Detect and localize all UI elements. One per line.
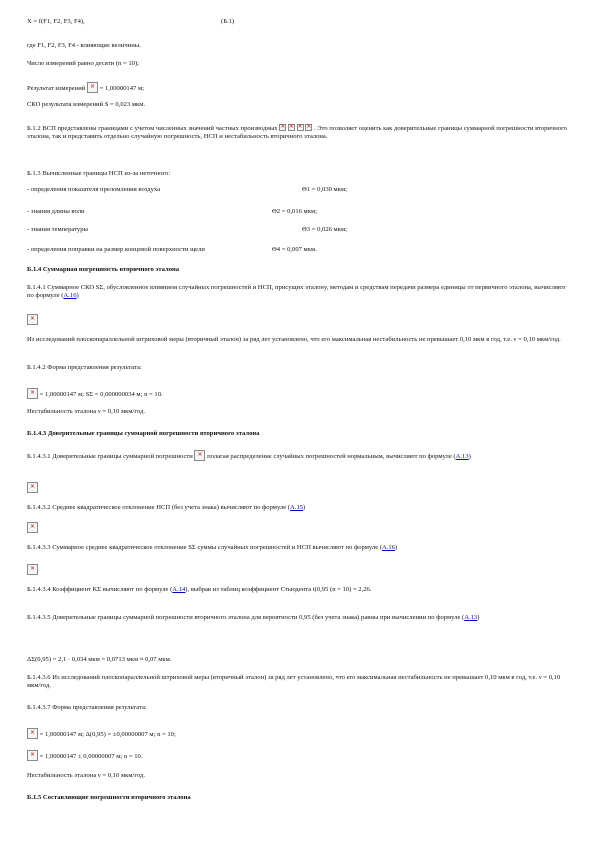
result-line-3-text: = 1,00000147 ± 0,00000007 м; n = 10.: [39, 753, 143, 760]
paragraph-b141-close: ): [76, 292, 79, 300]
paragraph-b141-text: Б.1.4.1 Суммарное СКО SΣ, обусловленное влиянием случайных погрешностей и НСП, присущих эталону, методам и средствам передачи размера единицы от первичного эталона, вычисляют по формуле (: [27, 284, 566, 300]
list-item-correction: - определения поправки на размер концевой поверхности щели: [27, 246, 205, 253]
list-item-refraction-value: Θ1 = 0,030 мкм;: [302, 186, 347, 193]
list-item-correction-value: Θ4 = 0,007 мкм.: [272, 246, 317, 253]
heading-b143: Б.1.4.3 Доверительные границы суммарной погрешности вторичного эталона: [27, 430, 260, 437]
paragraph-b12: [27, 124, 567, 142]
link-formula-a13[interactable]: А.13: [455, 453, 469, 460]
text-sko: СКО результата измерений S = 0,023 мкм.: [27, 101, 146, 108]
formula-image: [27, 564, 38, 575]
broken-image-icon: [27, 314, 38, 325]
broken-image-icon: [305, 124, 312, 131]
formula-b1: [27, 18, 85, 26]
paragraph-b1431: [27, 450, 567, 461]
formula-text: X = f(F1, F2, F3, F4),: [27, 18, 85, 25]
broken-image-icon: [27, 482, 38, 493]
paragraph-b1434-text-2: ), выбрав из таблиц коэффициент Стьюдента t(0,95 (n = 10) = 2,26.: [185, 586, 372, 593]
heading-b14: Б.1.4 Суммарная погрешность вторичного эталона: [27, 266, 180, 273]
paragraph-b1432-text: Б.1.4.3.2 Среднее квадратическое отклонение НСП (без учета знака) вычисляют по формуле (: [27, 504, 291, 511]
broken-image-icon: [87, 82, 98, 93]
result-line-1-text: = 1,00000147 м; SΣ = 0,000000034 м; n = 10.: [39, 391, 163, 398]
heading-b13: Б.1.3 Вычисленные границы НСП из-за неточного:: [27, 170, 171, 177]
paragraph-stability-2: Б.1.4.3.6 Из исследований плоскопараллельной штриховой меры (вторичный эталон) за ряд лет установлено, что его максимальная нестабильность не превышает 0,10 мкм в год, т.е. ν = 0,10 мкм/год.: [27, 674, 561, 690]
paragraph-b1431-close: ): [468, 453, 471, 460]
text-measure-count: Число измерений равно десяти (n = 10);: [27, 60, 139, 67]
broken-image-icon: [27, 728, 38, 739]
list-item-wavelength-value: Θ2 = 0,016 мкм;: [272, 208, 317, 215]
link-formula-a15[interactable]: А.15: [290, 504, 304, 511]
text-result: [27, 82, 144, 93]
result-line-1: [27, 388, 163, 399]
link-formula-a13[interactable]: А.13: [464, 614, 478, 621]
result-line-2-text: = 1,00000147 м; Δ(0,95) = ±0,00000007 м; n = 10;: [39, 731, 176, 738]
paragraph-stability-1: Из исследований плоскопараллельной штриховой меры (вторичный эталон) за ряд лет установлено, что его максимальная нестабильность не превышает 0,10 мкм в год, т.е. ν = 0,10 мкм/год.: [27, 336, 561, 343]
broken-image-icon: [288, 124, 295, 131]
paragraph-b1433: [27, 544, 397, 552]
formula-image: [27, 522, 38, 533]
text-where: где F1, F2, F3, F4 - влияющие величины.: [27, 42, 141, 49]
link-formula-a16[interactable]: А.16: [63, 292, 77, 300]
result-line-2: [27, 728, 176, 739]
list-item-wavelength: - знания длины волн: [27, 208, 85, 215]
broken-image-icon: [297, 124, 304, 131]
broken-image-icon: [27, 564, 38, 575]
text-delta-result: ΔΣ(0,95) = 2,1 · 0,034 мкм = 0,0713 мкм ≈ 0,07 мкм.: [27, 656, 172, 663]
broken-image-icon: [27, 522, 38, 533]
paragraph-b1435-text: Б.1.4.3.5 Доверительные границы суммарной погрешности вторичного эталона для вероятности 0,95 (без учета знака) равны при вычислении по формуле (: [27, 614, 465, 621]
text-instability-1: Нестабильность эталона ν = 0,10 мкм/год.: [27, 408, 145, 415]
paragraph-b1433-close: ): [395, 544, 398, 551]
paragraph-b12-end: . Это позволяет оценить как доверительные границы суммарной погрешности вторичного эталона, так и представить отдельно случайную погрешность, НСП и нестабильность вторичного эталона.: [27, 125, 567, 141]
formula-number: (Б.1): [221, 18, 235, 25]
heading-b15: Б.1.5 Составляющие погрешности вторичного эталона: [27, 794, 191, 801]
heading-b1437: Б.1.4.3.7 Форма представления результата:: [27, 704, 147, 711]
broken-image-icon: [27, 388, 38, 399]
paragraph-b1432-close: ): [303, 504, 306, 511]
list-item-temperature-value: Θ3 = 0,026 мкм;: [302, 226, 347, 233]
list-item-refraction: - определения показателя преломления воздуха: [27, 186, 161, 193]
paragraph-b141: [27, 284, 567, 301]
formula-image: [27, 482, 38, 493]
formula-image: [27, 314, 38, 325]
broken-image-icon: [279, 124, 286, 131]
paragraph-b1435-close: ): [477, 614, 480, 621]
broken-image-icon: [194, 450, 205, 461]
heading-b142: Б.1.4.2 Форма представления результата:: [27, 364, 142, 371]
paragraph-b1435: [27, 614, 567, 622]
paragraph-b1431-text: Б.1.4.3.1 Доверительные границы суммарной погрешности: [27, 453, 193, 460]
result-line-3: [27, 750, 142, 761]
paragraph-b12-start: Б.1.2 ВСП представлены границами с учетом численных значений частных производных: [27, 125, 278, 132]
paragraph-b1434-text: Б.1.4.3.4 Коэффициент KΣ вычисляют по формуле (: [27, 586, 173, 593]
text-instability-2: Нестабильность эталона ν = 0,10 мкм/год.: [27, 772, 145, 779]
list-item-temperature: - знания температуры: [27, 226, 88, 233]
text-result-value: = 1,00000147 м;: [99, 85, 144, 92]
paragraph-b1432: [27, 504, 305, 512]
paragraph-b1433-text: Б.1.4.3.3 Суммарное среднее квадратическое отклонение SΣ суммы случайных погрешностей и НСП вычисляют по формуле (: [27, 544, 382, 551]
link-formula-a14[interactable]: А.14: [172, 586, 186, 593]
link-formula-a16[interactable]: А.16: [382, 544, 396, 551]
broken-image-icon: [27, 750, 38, 761]
paragraph-b1434: [27, 586, 372, 594]
text-result-label: Результат измерений: [27, 85, 86, 92]
paragraph-b1431-text-2: полагая распределение случайных погрешностей нормальным, вычисляют по формуле (: [207, 453, 456, 460]
